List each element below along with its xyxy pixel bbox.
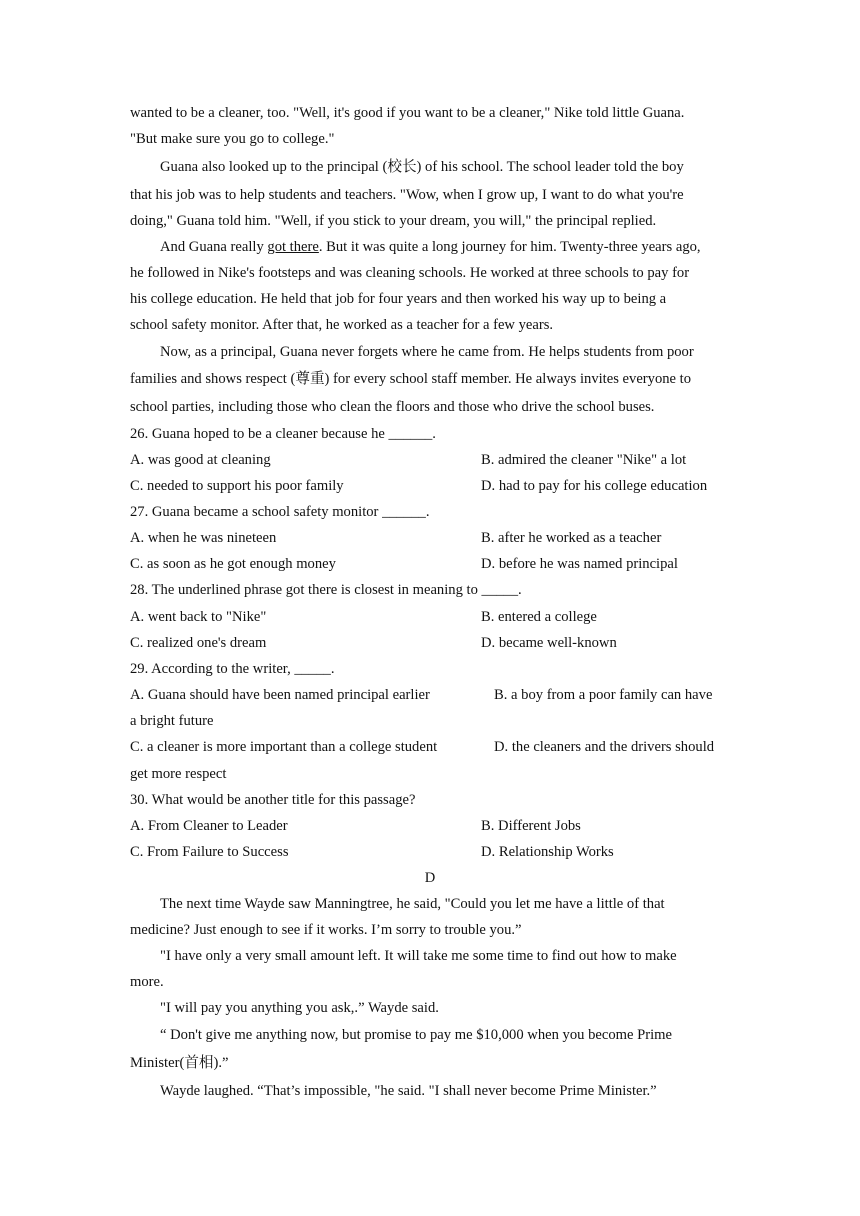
text-run: And Guana really — [160, 239, 268, 255]
passage-line: he followed in Nike's footsteps and was cleaning schools. He worked at three schools to pay for — [130, 265, 690, 281]
underlined-phrase: got there — [267, 239, 319, 255]
passage-line: Wayde laughed. “That’s impossible, "he said. "I shall never become Prime Minister.” — [160, 1083, 657, 1099]
passage-line: more. — [130, 974, 164, 990]
passage-line: school parties, including those who clean the floors and those who drive the school buses. — [130, 399, 655, 415]
question-28: 28. The underlined phrase got there is closest in meaning to _____. — [130, 582, 522, 598]
question-26: 26. Guana hoped to be a cleaner because he ______. — [130, 426, 436, 442]
question-27: 27. Guana became a school safety monitor ______. — [130, 504, 430, 520]
option-26a: A. was good at cleaning — [130, 452, 271, 468]
passage-line: wanted to be a cleaner, too. "Well, it's good if you want to be a cleaner," Nike told little Guana. — [130, 105, 685, 121]
passage-line: “ Don't give me anything now, but promise to pay me $10,000 when you become Prime — [160, 1027, 672, 1043]
passage-line: families and shows respect (尊重) for every school staff member. He always invites everyone to — [130, 371, 692, 387]
option-27c: C. as soon as he got enough money — [130, 556, 336, 572]
passage-line: school safety monitor. After that, he worked as a teacher for a few years. — [130, 317, 554, 333]
passage-line: "But make sure you go to college." — [130, 131, 335, 147]
option-28b: B. entered a college — [481, 609, 597, 625]
option-26c: C. needed to support his poor family — [130, 478, 344, 494]
option-27b: B. after he worked as a teacher — [481, 530, 662, 546]
option-29c: C. a cleaner is more important than a college student — [130, 739, 438, 755]
passage-line: The next time Wayde saw Manningtree, he said, "Could you let me have a little of that — [160, 896, 665, 912]
option-28d: D. became well-known — [481, 635, 617, 651]
passage-line: doing," Guana told him. "Well, if you stick to your dream, you will," the principal replied. — [130, 213, 657, 229]
passage-line: "I will pay you anything you ask,.” Wayde said. — [160, 1000, 439, 1016]
question-29: 29. According to the writer, _____. — [130, 661, 335, 677]
option-29b: B. a boy from a poor family can have — [494, 687, 713, 703]
option-30d: D. Relationship Works — [481, 844, 614, 860]
passage-line: Minister(首相).” — [130, 1055, 229, 1071]
question-30: 30. What would be another title for this passage? — [130, 792, 416, 808]
option-29d-continued: get more respect — [130, 766, 227, 782]
section-heading: D — [424, 870, 436, 886]
passage-line: that his job was to help students and teachers. "Wow, when I grow up, I want to do what you're — [130, 187, 684, 203]
option-26d: D. had to pay for his college education — [481, 478, 708, 494]
option-26b: B. admired the cleaner "Nike" a lot — [481, 452, 687, 468]
passage-line — [160, 237, 701, 257]
option-29d: D. the cleaners and the drivers should — [494, 739, 715, 755]
option-30b: B. Different Jobs — [481, 818, 581, 834]
option-30a: A. From Cleaner to Leader — [130, 818, 288, 834]
option-27a: A. when he was nineteen — [130, 530, 277, 546]
option-28a: A. went back to "Nike" — [130, 609, 267, 625]
option-29a: A. Guana should have been named principal earlier — [130, 687, 430, 703]
passage-line: Now, as a principal, Guana never forgets where he came from. He helps students from poor — [160, 344, 694, 360]
option-28c: C. realized one's dream — [130, 635, 267, 651]
passage-line: "I have only a very small amount left. It will take me some time to find out how to make — [160, 948, 677, 964]
passage-line: his college education. He held that job for four years and then worked his way up to being a — [130, 291, 667, 307]
option-27d: D. before he was named principal — [481, 556, 678, 572]
option-29b-continued: a bright future — [130, 713, 214, 729]
passage-line: Guana also looked up to the principal (校长) of his school. The school leader told the boy — [160, 159, 684, 175]
option-30c: C. From Failure to Success — [130, 844, 289, 860]
text-run: . But it was quite a long journey for him. Twenty-three years ago, — [318, 239, 701, 255]
passage-line: medicine? Just enough to see if it works. I’m sorry to trouble you.” — [130, 922, 522, 938]
